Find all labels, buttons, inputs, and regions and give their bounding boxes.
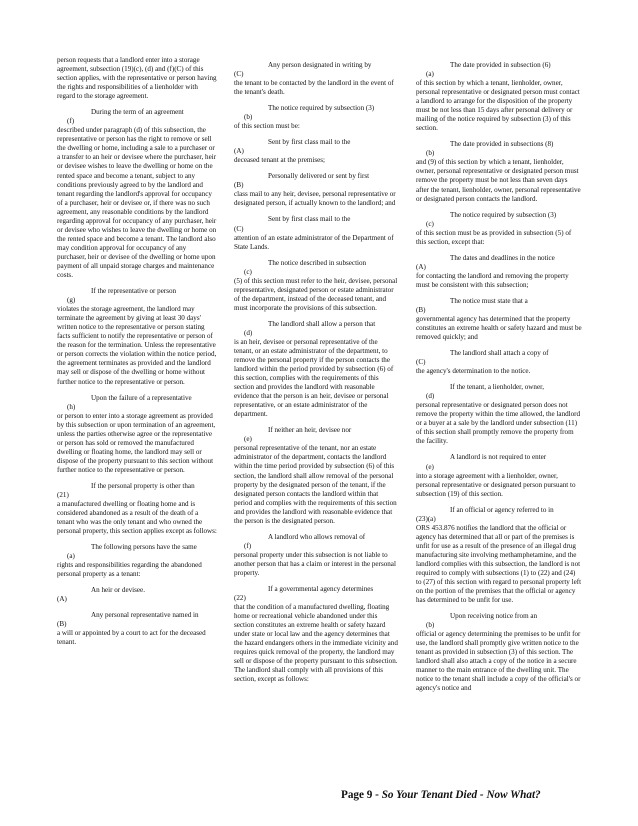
clause-heading: Any personal representative named in	[91, 611, 199, 620]
page-footer	[341, 789, 591, 801]
clause-marker: (C)	[234, 70, 244, 79]
clause-marker: (a)	[67, 552, 75, 561]
clause-marker: (c)	[244, 267, 252, 276]
clause-marker: (21)	[57, 490, 69, 499]
clause	[234, 213, 398, 251]
clause-marker: (a)	[426, 70, 434, 79]
clause	[234, 102, 398, 131]
clause-text: personal representative of the tenant, nor an estate administrator of the department, contacts the landlord within the time period provided by subsection (6) of this section, the landlord shall allow removal of the personal property by the designated person of the tenant, if the designated person contacts the landlord within that period and complies with the requirements of this section and provides the landlord with reasonable evidence that the person is the designated person.	[234, 444, 397, 525]
clause-marker: (c)	[426, 219, 434, 228]
clause	[57, 285, 217, 386]
clause-marker: (b)	[244, 113, 253, 122]
clause-text: official or agency determining the premises to be unfit for use, the landlord shall promptly give written notice to the tenant as provided in subsection (3) of this section. The landlord shall also attach a copy of the notice in a secure manner to the main entrance of the dwelling unit. The notice to the tenant shall include a copy of the official's or agency's notice and	[416, 630, 581, 693]
clause-marker: (B)	[234, 181, 244, 190]
clause-marker: (f)	[244, 541, 252, 550]
clause-text: of this section must be as provided in subsection (5) of this section, except that:	[416, 228, 572, 246]
clause	[234, 170, 398, 208]
clause-heading: Personally delivered or sent by first	[268, 172, 370, 181]
clause-heading: The following persons have the same	[91, 543, 197, 552]
clause	[234, 583, 398, 684]
clause-marker: (b)	[426, 149, 435, 158]
clause-text: a will or appointed by a court to act for the deceased tenant.	[57, 629, 206, 647]
clause-text: that the condition of a manufactured dwelling, floating home or recreational vehicle abandoned under this section constitutes an extreme health or safety hazard under state or local law and the agency determines that the hazard endangers others in the immediate vicinity and requires quick removal of the property, the landlord may sell or dispose of the property pursuant to this subsection. The landlord shall comply with all provisions of this section, except as follows:	[234, 603, 398, 684]
clause	[234, 257, 398, 313]
clause-heading: The notice described in subsection	[268, 258, 367, 267]
clause-heading: Upon receiving notice from an	[450, 612, 538, 621]
clause	[234, 424, 398, 525]
clause	[416, 347, 582, 376]
text-column-left	[57, 56, 217, 652]
clause	[234, 59, 398, 97]
clause-heading: The notice required by subsection (3)	[450, 210, 557, 219]
clause	[416, 209, 582, 247]
clause	[57, 106, 217, 280]
clause	[416, 59, 582, 133]
clause	[416, 138, 582, 203]
clause-heading: The landlord shall attach a copy of	[450, 349, 549, 358]
clause-marker: (C)	[234, 224, 244, 233]
clause-text: class mail to any heir, devisee, personal representative or designated person, if actually known to the landlord; and	[234, 190, 396, 208]
clause-heading: The notice required by subsection (3)	[268, 104, 375, 113]
clause-text: described under paragraph (d) of this subsection, the representative or person has the right to remove or sell the dwelling or home, including a sale to a purchaser or a transfer to an heir or devisee where the purchaser, heir or devisee wishes to leave the dwelling or home on the rented space and become a tenant, subject to any conditions previously agreed to by the landlord and tenant regarding the landlord's approval for occupancy of a purchaser, heir or devisee or, if there was no such agreement, any reasonable conditions by the landlord regarding approval for occupancy of any purchaser, heir or devisee who wishes to leave the dwelling or home on the rented space and become a tenant. The landlord also may condition approval for occupancy of any purchaser, heir or devisee of the dwelling or home upon payment of all unpaid storage charges and maintenance costs.	[57, 126, 217, 280]
clause-heading: The date provided in subsections (8)	[450, 140, 554, 149]
clause	[57, 392, 217, 475]
clause-marker: (b)	[426, 621, 435, 630]
clause-marker: (h)	[67, 402, 76, 411]
text-column-middle	[234, 56, 398, 689]
text-column-right	[416, 56, 582, 698]
clause-text: rights and responsibilities regarding the abandoned personal property as a tenant:	[57, 561, 202, 579]
clause-marker: (B)	[57, 620, 67, 629]
clause-heading: If the tenant, a lienholder, owner,	[450, 383, 544, 392]
clause-text: governmental agency has determined that the property constitutes an extreme health or safety hazard and must be removed quickly; and	[416, 314, 582, 342]
clause-heading: A landlord is not required to enter	[450, 453, 547, 462]
clause-heading: If a governmental agency determines	[268, 584, 374, 593]
clause-text: ORS 453.876 notifies the landlord that the official or agency has determined that all or part of the premises is unfit for use as a result of the presence of an illegal drug manufacturing site involving methamphetamine, and the landlord complies with this subsection, the landlord is not required to comply with subsections (1) to (22) and (24) to (27) of this section with regard to personal property left on the portion of the premises that the official or agency has determined to be unfit for use.	[416, 523, 582, 605]
clause-marker: (e)	[244, 435, 252, 444]
clause-text: the agency's determination to the notice.	[416, 367, 531, 376]
clause-marker: (C)	[416, 358, 426, 367]
clause-heading: A landlord who allows removal of	[268, 532, 366, 541]
clause	[234, 136, 398, 165]
clause-text: or person to enter into a storage agreement as provided by this subsection or upon termination of an agreement, unless the parties otherwise agree or the representative or person has sold or removed the manufactured dwelling or floating home, the landlord may sell or dispose of the property pursuant to this section without further notice to the representative or person.	[57, 411, 216, 474]
clause	[416, 295, 582, 342]
clause	[416, 381, 582, 446]
clause-heading: If the personal property is other than	[91, 481, 195, 490]
clause	[234, 531, 398, 578]
clause-text: for contacting the landlord and removing the property must be consistent with this subsection;	[416, 271, 569, 289]
clause-text: personal representative or designated person does not remove the property within the time allowed, the landlord or a buyer at a sale by the landlord under subsection (11) of this section shall promptly remove the property from the facility.	[416, 401, 581, 446]
clause	[416, 504, 582, 605]
clause-heading: An heir or devisee.	[91, 586, 145, 595]
clause-text: is an heir, devisee or personal representative of the tenant, or an estate administrator of the department, to remove the personal property if the person contacts the landlord within the period provided by subsection (6) of this section, complies with the requirements of this section and provides the landlord with reasonable evidence that the person is an heir, devisee or personal representative, or an estate administrator of the department.	[234, 337, 394, 419]
clause-text: a manufactured dwelling or floating home and is considered abandoned as a result of the death of a tenant who was the only tenant and who owned the personal property, this section applies except as follows:	[57, 499, 217, 536]
clause-marker: (d)	[426, 392, 435, 401]
clause-heading: The landlord shall allow a person that	[268, 319, 376, 328]
clause-heading: Any person designated in writing by	[268, 61, 372, 69]
clause-heading: During the term of an agreement	[91, 108, 184, 117]
clause-marker: (22)	[234, 594, 246, 603]
clause-heading: Sent by first class mail to the	[268, 138, 351, 147]
clause-marker: (23)(a)	[416, 514, 436, 523]
clause-marker: (d)	[244, 328, 253, 337]
clause	[57, 541, 217, 579]
clause-heading: The dates and deadlines in the notice	[450, 253, 555, 262]
clause-text: the tenant to be contacted by the landlord in the event of the tenant's death.	[234, 79, 394, 97]
clause-text: violates the storage agreement, the landlord may terminate the agreement by giving at least 30 days' written notice to the representative or person stating facts sufficient to notify the representative or person of the reason for the termination. Unless the representative or person corrects the violation within the notice period, the agreement terminates as provided and the landlord may sell or dispose of the dwelling or home without further notice to the representative or person.	[57, 305, 217, 386]
clause	[57, 584, 217, 604]
clause-marker: (B)	[416, 305, 426, 314]
clause-text: deceased tenant at the premises;	[234, 156, 325, 165]
clause	[416, 451, 582, 498]
clause	[57, 480, 217, 536]
footer-page-number: Page 9 -	[341, 789, 382, 801]
clause-text: attention of an estate administrator of the Department of State Lands.	[234, 233, 394, 251]
clause-text: of this section by which a tenant, lienholder, owner, personal representative or designated person must contact a landlord to arrange for the disposition of the property must be not less than 15 days after personal delivery or mailing of the notice required by subsection (3) of this section.	[416, 79, 580, 133]
paragraph-text: person requests that a landlord enter into a storage agreement, subsection (19)(c), (d) and (f)(C) of this section applies, with the representative or person having the rights and responsibilities of a lienholder with regard to the storage agreement.	[57, 56, 217, 101]
clause-marker: (f)	[67, 117, 75, 126]
clause	[416, 252, 582, 290]
footer-document-title: So Your Tenant Died - Now What?	[381, 789, 541, 801]
clause-text: and (9) of this section by which a tenant, lienholder, owner, personal representative or designated person must remove the property must be not less than seven days after the tenant, lienholder, owner, personal representative or designated person contacts the landlord.	[416, 158, 581, 203]
clause-heading: If the representative or person	[91, 287, 177, 296]
clause-text: into a storage agreement with a lienholder, owner, personal representative or designated person pursuant to subsection (19) of this section.	[416, 471, 576, 498]
paragraph	[57, 56, 217, 101]
clause-marker: (A)	[416, 262, 426, 271]
clause-marker: (A)	[57, 595, 67, 604]
clause-heading: If an official or agency referred to in	[450, 505, 554, 514]
clause-heading: If neither an heir, devisee nor	[268, 426, 352, 435]
clause-text: (5) of this section must refer to the heir, devisee, personal representative, designated person or estate administrator of the department, instead of the deceased tenant, and must incorporate the provisions of this subsection.	[234, 276, 398, 312]
clause	[57, 609, 217, 647]
clause-heading: Upon the failure of a representative	[91, 393, 192, 402]
clause-text: of this section must be:	[234, 122, 300, 131]
clause	[416, 610, 582, 693]
clause	[234, 318, 398, 419]
clause-heading: Sent by first class mail to the	[268, 215, 351, 224]
clause-marker: (A)	[234, 147, 244, 156]
clause-marker: (g)	[67, 296, 76, 305]
clause-marker: (e)	[426, 462, 434, 471]
clause-heading: The notice must state that a	[450, 296, 528, 305]
clause-text: personal property under this subsection is not liable to another person that has a claim or interest in the personal property.	[234, 550, 396, 577]
clause-heading: The date provided in subsection (6)	[450, 61, 551, 69]
